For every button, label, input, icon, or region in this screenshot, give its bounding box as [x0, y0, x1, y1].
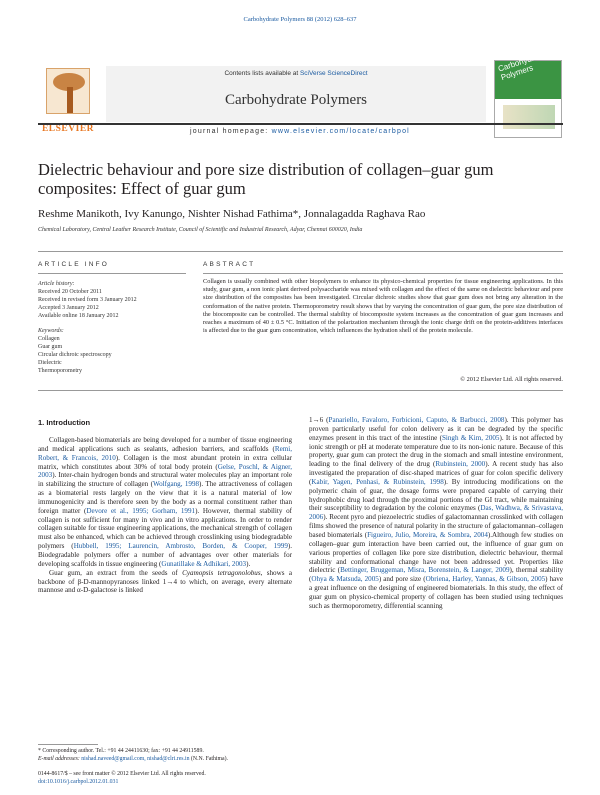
keywords-label: Keywords:: [38, 328, 64, 334]
citation-link[interactable]: Remi, Robert, & Francois, 2010: [38, 444, 292, 462]
accepted-date: Accepted 3 January 2012: [38, 305, 99, 311]
citation-link[interactable]: Panariello, Favaloro, Forbicioni, Caputo, & Barbucci, 2008: [328, 416, 505, 424]
cover-title: Carbohydrate Polymers: [497, 50, 546, 83]
divider: [38, 251, 563, 252]
journal-homepage: [0, 128, 600, 135]
sciencedirect-link[interactable]: SciVerse ScienceDirect: [299, 70, 368, 77]
citation-link[interactable]: Rubinstein, 2000: [435, 460, 486, 469]
front-matter: [38, 771, 292, 786]
author-list: Reshme Manikoth, Ivy Kanungo, Nishter Nishad Fathima*, Jonnalagadda Raghava Rao: [38, 208, 426, 220]
abstract-text: Collagen is usually combined with other biopolymers to enhance its physico-chemical properties for tissue engineering applications. In this study, guar gum, a non ionic plant derived polysaccharide was mixed with collagen and the effect of the same on dielectric behaviour and pore size distribution of the composites has been investigated. Circular dichroic studies show that guar gum does not bring any alteration in the conformation of the native protein. Thermoporometry result shows that by varying the concentration of guar gum, the pore size distribution of the biocomposite can be controlled. The thermal stability of biocomposite system increases as the concentration of guar gum increases and reaches a maximum of 40 ± 0.5 °C. Initiation of the polarization mechanism through the ionic charge drift on the protein-additives interfaces is affected due to the guar gum concentration, which influences the hydration shell of the protein molecule.: [203, 278, 563, 335]
citation-link[interactable]: Gunatillake & Adhikari, 2003: [161, 559, 247, 568]
citation-link[interactable]: Bettinger, Bruggeman, Misra, Borenstein, & Langer, 2009: [340, 566, 510, 575]
footnote: [38, 748, 292, 763]
homepage-prefix: journal homepage:: [190, 128, 272, 135]
article-info-heading: ARTICLE INFO: [38, 261, 110, 268]
citation-link[interactable]: Figueiro, Julio, Moreira, & Sombra, 2004: [367, 530, 488, 539]
paragraph: Guar gum, an extract from the seeds of Cyamopsis tetragonolobus, shows a backbone of β-D-mannopyranoses linked 1→4 to which, on average, every alternate mannose and α-D-galactose is linked: [38, 568, 292, 595]
revised-date: Received in revised form 3 January 2012: [38, 297, 137, 303]
keyword: Dielectric: [38, 360, 62, 366]
footnote-rule: [38, 744, 98, 745]
copyright: © 2012 Elsevier Ltd. All rights reserved.: [460, 376, 563, 383]
article-info: [38, 280, 168, 375]
affiliation: Chemical Laboratory, Central Leather Research Institute, Council of Scientific and Industrial Research, Adyar, Chennai 600020, India: [38, 227, 363, 233]
keyword: Guar gum: [38, 344, 63, 350]
email-suffix: (N.N. Fathima).: [189, 755, 228, 762]
citation-link[interactable]: Singh & Kim, 2005: [441, 433, 500, 442]
contents-prefix: Contents lists available at: [224, 70, 300, 77]
journal-title: Carbohydrate Polymers: [224, 92, 368, 108]
body-column-left: [38, 436, 292, 595]
contents-box: [106, 66, 486, 122]
keyword: Collagen: [38, 336, 60, 342]
email-line: [38, 756, 292, 764]
paragraph: 1→6 (Panariello, Favaloro, Forbicioni, Caputo, & Barbucci, 2008). This polymer has proven particularly useful for colon delivery as it can be degraded by the specific enzymes present in this tract of the intestine (Singh & Kim, 2005). It is not affected by ionic strength or pH at moderate temperature due to its non-ionic nature. Because of this property, guar gum can protect the drug in the stomach and small intestine environment, leading to the final delivery of the drug (Rubinstein, 2000). A recent study has also investigated the preparation of disc-shaped matrices of guar for colon specific delivery (Kabir, Yagen, Penhasi, & Rubinstein, 1998). By introducing modifications on the polymeric chain of guar, the dosage forms were prepared capable of carrying their hydrophobic drug load through the proximal portions of the GI tract, while maintaining their susceptibility to degradation by the colonic enzymes (Das, Wadhwa, & Srivastava, 2006). Recent pyro and piezoelectric studies of galactomannan crosslinked with collagen films showed the presence of natural polarity in the structure of galactomannan–collagen based biomaterials (Figueiro, Julio, Moreira, & Sombra, 2004).Although few studies on collagen–guar gum interaction have been carried out, the influence of guar gum on various properties of collagen like pore size distribution, dielectric behaviour, thermal stability and conformational change have not been addressed yet. Properties like dielectric (Bettinger, Bruggeman, Misra, Borenstein, & Langer, 2009), thermal stability (Ohya & Matsuda, 2005) and pore size (Obriena, Harley, Yannas, & Gibson, 2005) have a great influence on the designing of engineered biomaterials. In this study, the effect of guar gum on physico-chemical property of collagen has been studied using techniques such as thermoporometry, differential scanning: [309, 416, 564, 610]
journal-reference: Carbohydrate Polymers 88 (2012) 628–637: [243, 16, 357, 23]
section-heading: 1. Introduction: [38, 418, 91, 427]
paragraph: Collagen-based biomaterials are being developed for a number of tissue engineering and medical applications such as sealants, adhesion barriers, and scaffolds (Remi, Robert, & Francois, 2010). Collagen is the most abundant protein in extra cellular matrix, which constitutes about 30% of total body protein (Gelse, Poschl, & Aigner, 2003). Inter-chain hydrogen bonds and structural water molecules play an important role in stabilizing the structure of collagen (Wolfgang, 1998). The attractiveness of collagen as a biomaterial rests largely on the view that it is a natural material of low immunogenicity and is therefore seen by the body as a normal constituent rather than foreign matter (Devore et al., 1995; Gorham, 1991). However, thermal stability of collagen is not sufficient for many in vivo and in vitro applications. In order to render collagen suitable for tissue engineering applications, the mechanical strength of collagen must also be enhanced, which can be achieved through crosslinking using biodegradable polymers (Hubbell, 1995; Laurencin, Ambrosto, Borden, & Cooper, 1999). Biodegradable polymers offer a number of advantages over other materials for developing scaffolds in tissue engineering (Gunatillake & Adhikari, 2003).: [38, 436, 293, 568]
divider: [38, 273, 186, 274]
citation-link[interactable]: Ohya & Matsuda, 2005: [311, 575, 379, 584]
citation-link[interactable]: Kabir, Yagen, Penhasi, & Rubinstein, 1998: [311, 477, 444, 486]
issn-line: 0144-8617/$ – see front matter © 2012 Elsevier Ltd. All rights reserved.: [38, 771, 206, 777]
homepage-link[interactable]: www.elsevier.com/locate/carbpol: [271, 128, 410, 135]
citation-link[interactable]: Wolfgang, 1998: [152, 480, 200, 489]
body-column-right: [309, 416, 563, 611]
keyword: Circular dichroic spectroscopy: [38, 352, 112, 358]
elsevier-tree-icon: [46, 68, 90, 114]
citation-link[interactable]: Hubbell, 1995; Laurencin, Ambrosto, Borden, & Cooper, 1999: [73, 542, 288, 551]
received-date: Received 20 October 2011: [38, 289, 102, 295]
italic-text: Cyamopsis tetragonolobus: [182, 568, 261, 577]
contents-line: [106, 70, 486, 77]
doi-link[interactable]: doi:10.1016/j.carbpol.2012.01.031: [38, 778, 119, 785]
citation-link[interactable]: Gelse, Poschl, & Aigner, 2003: [38, 462, 292, 480]
citation-link[interactable]: Das, Wadhwa, & Srivastava, 2006: [309, 504, 563, 522]
publisher-name: ELSEVIER: [41, 124, 95, 134]
history-label: Article history:: [38, 281, 75, 287]
divider: [38, 390, 563, 391]
citation-link[interactable]: Obriena, Harley, Yannas, & Gibson, 2005: [425, 575, 546, 584]
email-link[interactable]: nishad.naveed@gmail.com, nishad@clri.res.in: [81, 755, 190, 762]
email-label: E-mail addresses:: [38, 755, 82, 762]
abstract-heading: ABSTRACT: [203, 261, 256, 268]
article-title: Dielectric behaviour and pore size distribution of collagen–guar gum composites: Effect of guar gum: [38, 160, 494, 198]
corresponding-author: * Corresponding author. Tel.: +91 44 24411630; fax: +91 44 24911589.: [38, 748, 204, 754]
keyword: Thermoporometry: [38, 368, 82, 374]
divider: [203, 273, 563, 274]
online-date: Available online 18 January 2012: [38, 313, 119, 319]
citation-link[interactable]: Devore et al., 1995; Gorham, 1991: [86, 506, 196, 515]
